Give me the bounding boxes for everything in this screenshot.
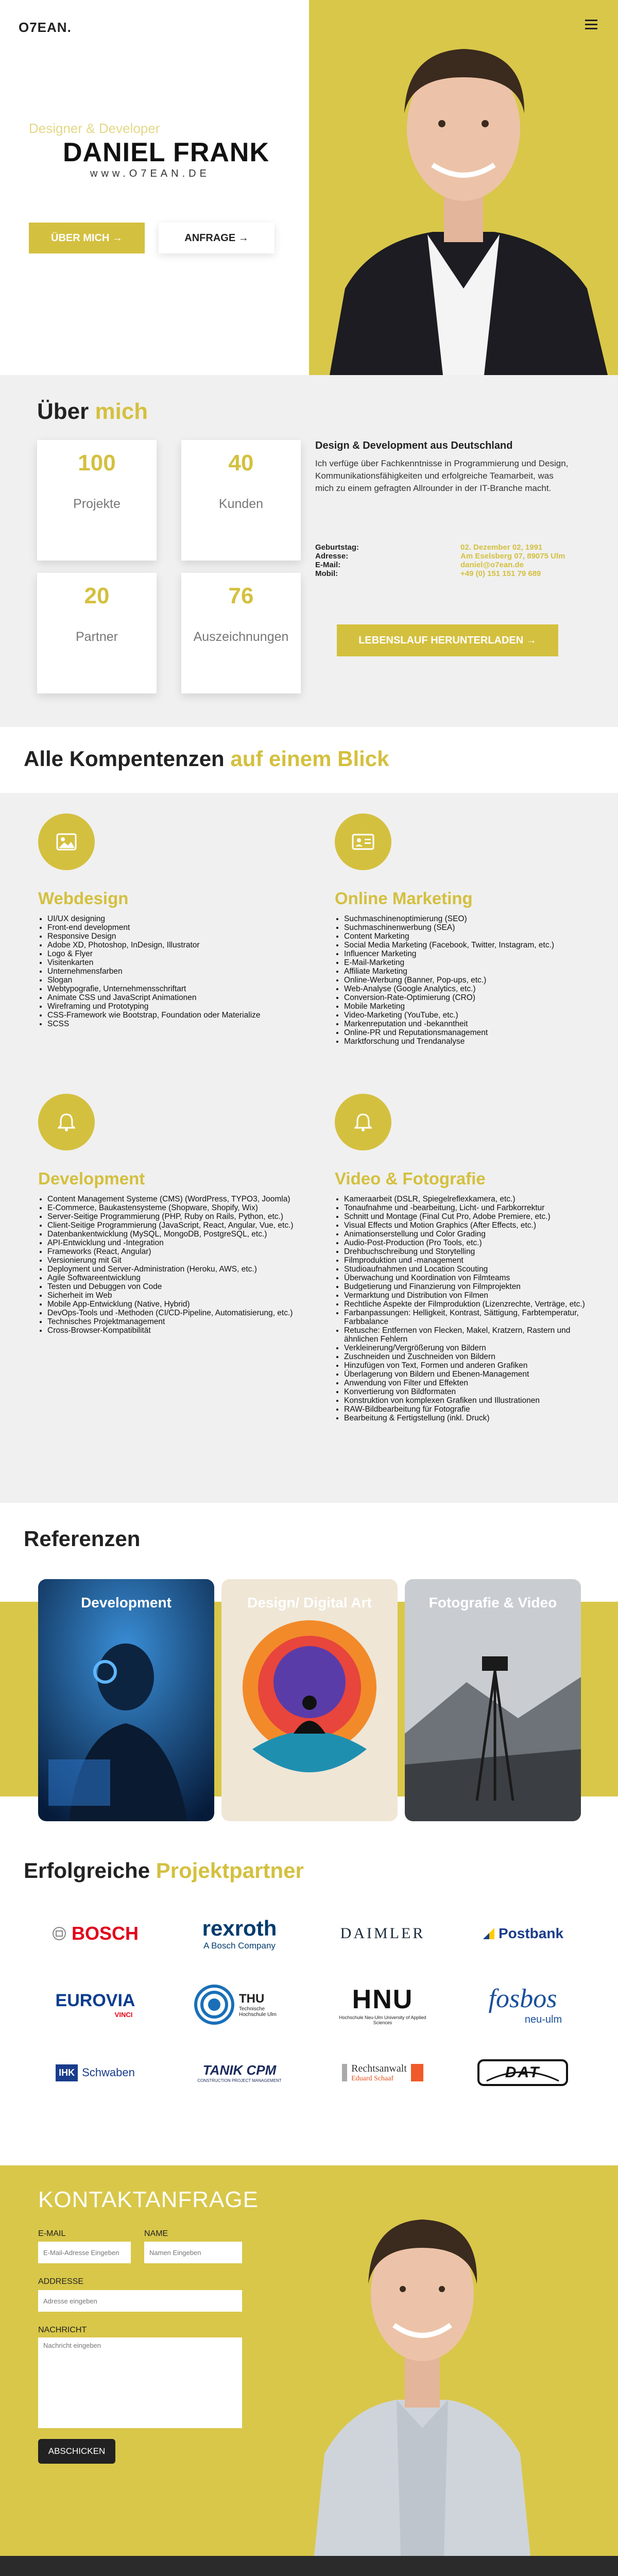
list-item: • Animationserstellung und Color Grading [344, 1230, 603, 1239]
about-title: Über mich [37, 399, 148, 424]
development-title: Development [38, 1169, 145, 1188]
list-item: • Social Media Marketing (Facebook, Twitter, Instagram, etc.) [344, 941, 603, 950]
list-item: • Sicherheit im Web [47, 1291, 306, 1300]
list-item: • Agile Softwareentwicklung [47, 1274, 306, 1282]
postbank-mark-icon [482, 1927, 495, 1940]
list-item: • DevOps-Tools und -Methoden (CI/CD-Pipeline, Automatisierung, etc.) [47, 1309, 306, 1317]
list-item: • Studioaufnahmen und Location Scouting [344, 1265, 603, 1274]
send-button[interactable]: ABSCHICKEN [38, 2439, 115, 2464]
about-section [0, 375, 618, 727]
info-mobile: Mobil: +49 (0) 151 151 79 689 [315, 569, 541, 578]
list-item: • UI/UX designing [47, 914, 306, 923]
list-item: • Visual Effects und Motion Graphics (After Effects, etc.) [344, 1221, 603, 1230]
name-field[interactable] [144, 2242, 242, 2263]
list-item: • Affiliate Marketing [344, 967, 603, 976]
logo-eurovia[interactable]: EUROVIA VINCI [55, 1991, 135, 2019]
message-field[interactable] [38, 2337, 242, 2428]
logo-rechtsanwalt[interactable]: Rechtsanwalt Eduard Schaaf [323, 2052, 442, 2093]
list-item: • Content Management Systeme (CMS) (WordPress, TYPO3, Joomla) [47, 1195, 306, 1204]
logo-thu[interactable]: THU Technische Hochschule Ulm [180, 1979, 299, 2030]
name-label: NAME [144, 2229, 168, 2238]
references-title: Referenzen [24, 1527, 141, 1551]
list-item: • Wireframing und Prototyping [47, 1002, 306, 1011]
list-item: • Mobile App-Entwicklung (Native, Hybrid) [47, 1300, 306, 1309]
list-item: • Webtypografie, Unternehmensschriftart [47, 985, 306, 993]
download-cv-button[interactable]: LEBENSLAUF HERUNTERLADEN → [337, 624, 558, 656]
list-item: • Server-Seitige Programmierung (PHP, Ruby on Rails, Python, etc.) [47, 1212, 306, 1221]
list-item: • Web-Analyse (Google Analytics, etc.) [344, 985, 603, 993]
logo-bosch[interactable]: BOSCH [36, 1913, 154, 1954]
list-item: • RAW-Bildbearbeitung für Fotografie [344, 1405, 603, 1414]
logo-fosbos[interactable]: fosbos neu-ulm [488, 1984, 562, 2025]
video-column [335, 1094, 603, 1422]
list-item: • Content Marketing [344, 932, 603, 941]
list-item: • Front-end development [47, 923, 306, 932]
marketing-list [335, 914, 603, 1046]
list-item: • E-Mail-Marketing [344, 958, 603, 967]
list-item: • Hinzufügen von Text, Formen und anderen Grafiken [344, 1361, 603, 1370]
message-label: NACHRICHT [38, 2326, 87, 2334]
list-item: • Suchmaschinenwerbung (SEA) [344, 923, 603, 932]
list-item: • Slogan [47, 976, 306, 985]
references-section [0, 1579, 618, 1841]
digital-art-image [221, 1579, 398, 1821]
marketing-column [335, 814, 603, 1046]
partners-title: Erfolgreiche Projektpartner [24, 1858, 304, 1883]
list-item: • Drehbuchschreibung und Storytelling [344, 1247, 603, 1256]
development-list [38, 1195, 306, 1335]
list-item: • Rechtliche Aspekte der Filmproduktion (Lizenzrechte, Verträge, etc.) [344, 1300, 603, 1309]
reference-card-title: Fotografie & Video [428, 1595, 557, 1611]
list-item: • Konstruktion von komplexen Grafiken und Illustrationen [344, 1396, 603, 1405]
logo-dat[interactable]: DAT [464, 2052, 582, 2093]
email-field[interactable] [38, 2242, 131, 2263]
list-item: • Unternehmensfarben [47, 967, 306, 976]
video-list [335, 1195, 603, 1422]
about-heading: Design & Development aus Deutschland [315, 440, 513, 451]
competences-title: Alle Kompentenzen auf einem Blick [24, 747, 389, 771]
list-item: • Online-PR und Reputationsmanagement [344, 1028, 603, 1037]
webdesign-column [38, 814, 306, 1028]
competences-header [0, 727, 618, 793]
webdesign-title: Webdesign [38, 889, 129, 908]
list-item: • Anwendung von Filter und Effekten [344, 1379, 603, 1387]
logo-daimler[interactable]: DAIMLER [340, 1925, 425, 1942]
stat-awards: 76 Auszeichnungen [181, 573, 301, 693]
logo-rexroth[interactable]: rexroth A Bosch Company [202, 1916, 277, 1951]
bell-icon [38, 1094, 95, 1150]
bell-icon [335, 1094, 391, 1150]
list-item: • Testen und Debuggen von Code [47, 1282, 306, 1291]
marketing-title: Online Marketing [335, 889, 473, 908]
list-item: • Verkleinerung/Vergrößerung von Bildern [344, 1344, 603, 1352]
info-birthday: Geburtstag: 02. Dezember 02, 1991 [315, 543, 543, 552]
reference-card-photo[interactable] [405, 1579, 581, 1821]
stat-partners: 20 Partner [37, 573, 157, 693]
list-item: • Conversion-Rate-Optimierung (CRO) [344, 993, 603, 1002]
hero-subtitle: Designer & Developer [29, 121, 160, 136]
list-item: • Tonaufnahme und -bearbeitung, Licht- und Farbkorrektur [344, 1204, 603, 1212]
list-item: • Zuschneiden und Zuschneiden von Bildern [344, 1352, 603, 1361]
contact-portrait-photo [309, 2186, 536, 2556]
list-item: • Schnitt und Montage (Final Cut Pro, Adobe Premiere, etc.) [344, 1212, 603, 1221]
hero-name: DANIEL FRANK [63, 138, 270, 167]
list-item: • Adobe XD, Photoshop, InDesign, Illustrator [47, 941, 306, 950]
info-address: Adresse: Am Eselsberg 07, 89075 Ulm [315, 552, 565, 561]
list-item: • Retusche: Entfernen von Flecken, Makel, Kratzern, Rastern und ähnlichen Fehlern [344, 1326, 603, 1344]
address-field[interactable] [38, 2290, 242, 2312]
site-logo[interactable]: O7EAN. [19, 20, 72, 35]
personal-info [315, 543, 583, 578]
stat-projects: 100 Projekte [37, 440, 157, 561]
hamburger-icon[interactable] [585, 20, 597, 30]
list-item: • Deployment und Server-Administration (Heroku, AWS, etc.) [47, 1265, 306, 1274]
list-item: • Cross-Browser-Kompatibilität [47, 1326, 306, 1335]
competences-section [0, 793, 618, 1503]
footer [0, 2556, 618, 2576]
list-item: • Marktforschung und Trendanalyse [344, 1037, 603, 1046]
list-item: • CSS-Framework wie Bootstrap, Foundation oder Materialize [47, 1011, 306, 1020]
list-item: • Überwachung und Koordination von Filmteams [344, 1274, 603, 1282]
list-item: • Bearbeitung & Fertigstellung (inkl. Druck) [344, 1414, 603, 1422]
list-item: • Client-Seitige Programmierung (JavaScript, React, Angular, Vue, etc.) [47, 1221, 306, 1230]
list-item: • Video-Marketing (YouTube, etc.) [344, 1011, 603, 1020]
list-item: • Filmproduktion und -management [344, 1256, 603, 1265]
logo-ihk[interactable]: IHK Schwaben [36, 2052, 154, 2093]
list-item: • Farbanpassungen: Helligkeit, Kontrast, Sättigung, Farbtemperatur, Farbbalance [344, 1309, 603, 1326]
contact-title: KONTAKTANFRAGE [38, 2187, 259, 2212]
photography-image [405, 1579, 581, 1821]
list-item: • Mobile Marketing [344, 1002, 603, 1011]
list-item: • Vermarktung und Distribution von Filmen [344, 1291, 603, 1300]
list-item: • Audio-Post-Production (Pro Tools, etc.) [344, 1239, 603, 1247]
reference-card-title: Design/ Digital Art [247, 1595, 372, 1611]
id-card-icon [335, 814, 391, 870]
list-item: • Responsive Design [47, 932, 306, 941]
list-item: • Technisches Projektmanagement [47, 1317, 306, 1326]
reference-card-development[interactable] [38, 1579, 214, 1821]
stat-clients: 40 Kunden [181, 440, 301, 561]
webdesign-list [38, 914, 306, 1028]
list-item: • Frameworks (React, Angular) [47, 1247, 306, 1256]
list-item: • E-Commerce, Baukastensysteme (Shopware, Shopify, Wix) [47, 1204, 306, 1212]
reference-card-title: Development [81, 1595, 171, 1611]
logo-hnu[interactable]: HNU Hochschule Neu-Ulm University of Applied Sciences [339, 1985, 426, 2025]
info-email: E-Mail: daniel@o7ean.de [315, 561, 524, 569]
list-item: • Versionierung mit Git [47, 1256, 306, 1265]
list-item: • Visitenkarten [47, 958, 306, 967]
list-item: • Datenbankentwicklung (MySQL, MongoDB, PostgreSQL, etc.) [47, 1230, 306, 1239]
list-item: • Kameraarbeit (DSLR, Spiegelreflexkamera, etc.) [344, 1195, 603, 1204]
hero-url: www.O7EAN.DE [90, 168, 210, 179]
about-text: Ich verfüge über Fachkenntnisse in Programmierung und Design, Kommunikationsfähigkeiten und erfolgreiche Teamarbeit, was mich zu einem gefragten Allrounder in der IT-Branche macht. [315, 459, 569, 493]
hero-section [0, 0, 618, 375]
list-item: • Konvertierung von Bildformaten [344, 1387, 603, 1396]
contact-section [0, 2165, 618, 2556]
portrait-photo [309, 0, 618, 375]
developer-image [38, 1579, 214, 1821]
list-item: • Suchmaschinenoptimierung (SEO) [344, 914, 603, 923]
email-label: E-MAIL [38, 2229, 66, 2238]
list-item: • Influencer Marketing [344, 950, 603, 958]
references-header [0, 1503, 618, 1579]
thu-mark-icon [194, 1984, 235, 2025]
bosch-mark-icon [52, 1926, 66, 1941]
about-me-button[interactable]: ÜBER MICH → [29, 223, 145, 253]
development-column [38, 1094, 306, 1335]
partners-section [0, 1841, 618, 2165]
list-item: • Überlagerung von Bildern und Ebenen-Management [344, 1370, 603, 1379]
video-title: Video & Fotografie [335, 1169, 486, 1188]
enquiry-button[interactable]: ANFRAGE → [159, 223, 274, 253]
reference-card-design[interactable] [221, 1579, 398, 1821]
list-item: • SCSS [47, 1020, 306, 1028]
logo-tanik[interactable]: TANIK CPM CONSTRUCTION PROJECT MANAGEMENT [197, 2062, 282, 2083]
list-item: • Logo & Flyer [47, 950, 306, 958]
list-item: • Markenreputation und -bekanntheit [344, 1020, 603, 1028]
image-icon [38, 814, 95, 870]
list-item: • Animate CSS und JavaScript Animationen [47, 993, 306, 1002]
address-label: ADDRESSE [38, 2277, 84, 2286]
list-item: • API-Entwicklung und -Integration [47, 1239, 306, 1247]
list-item: • Budgetierung und Finanzierung von Filmprojekten [344, 1282, 603, 1291]
logo-postbank[interactable]: Postbank [464, 1913, 582, 1954]
list-item: • Online-Werbung (Banner, Pop-ups, etc.) [344, 976, 603, 985]
